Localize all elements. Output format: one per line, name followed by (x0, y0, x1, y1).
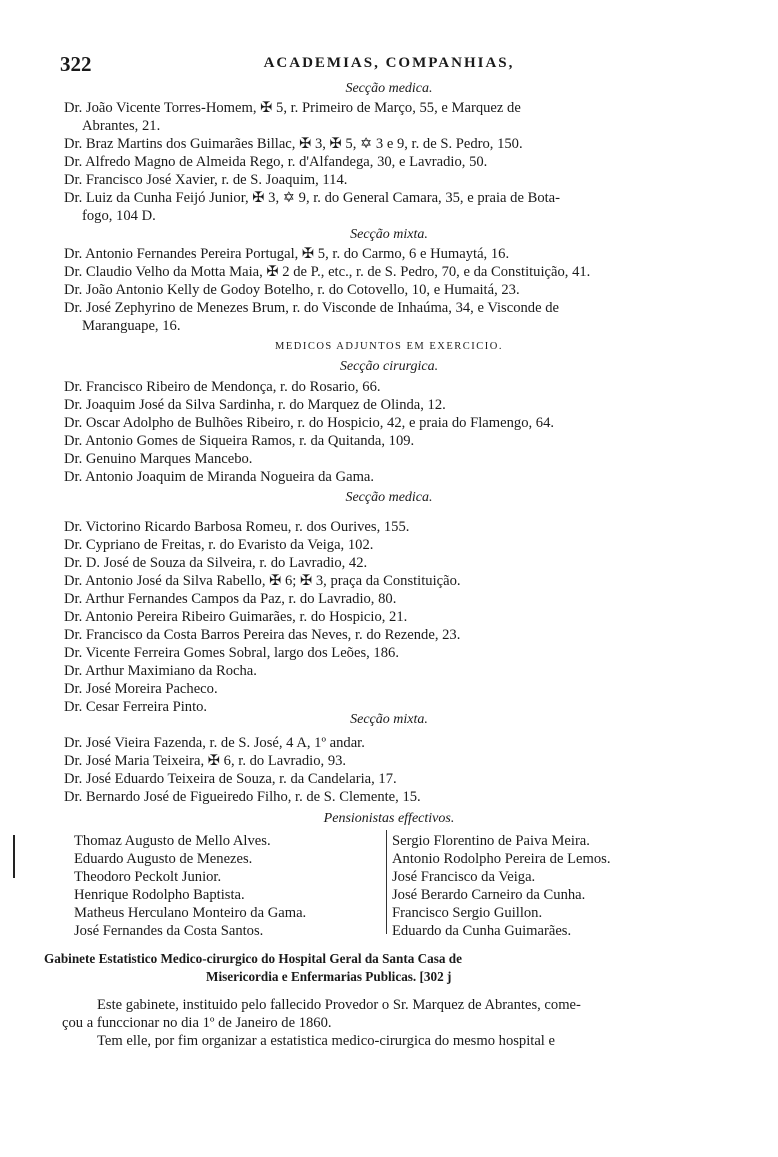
margin-mark (13, 835, 15, 878)
paragraph-line: Tem elle, por fim organizar a estatistica medico-cirurgica do mesmo hospital e (97, 1033, 555, 1049)
entry-line: Dr. José Maria Teixeira, ✠ 6, r. do Lavradio, 93. (64, 753, 347, 769)
entry-line: Dr. João Vicente Torres-Homem, ✠ 5, r. Primeiro de Março, 55, e Marquez de (64, 100, 521, 116)
entry-line: Dr. Antonio José da Silva Rabello, ✠ 6; ✠ 3, praça da Constituição. (64, 573, 461, 589)
entry-line: Dr. Cesar Ferreira Pinto. (64, 699, 208, 715)
section-heading: Secção mixta. (350, 712, 428, 727)
entry-line: Dr. Claudio Velho da Motta Maia, ✠ 2 de P., etc., r. de S. Pedro, 70, e da Constituição, 41. (64, 264, 591, 280)
paragraph-line: çou a funccionar no dia 1º de Janeiro de 1860. (62, 1015, 332, 1031)
entry-line: Abrantes, 21. (82, 118, 161, 134)
entry-line: Dr. Genuino Marques Mancebo. (64, 451, 253, 467)
pensionista-right: José Berardo Carneiro da Cunha. (392, 887, 586, 903)
section-heading: Secção cirurgica. (339, 359, 439, 374)
pensionista-left: Thomaz Augusto de Mello Alves. (74, 833, 271, 849)
entry-line: Dr. Luiz da Cunha Feijó Junior, ✠ 3, ✡ 9, r. do General Camara, 35, e praia de Bota- (64, 190, 561, 206)
entry-line: Dr. Arthur Fernandes Campos da Paz, r. do Lavradio, 80. (64, 591, 397, 607)
pensionista-right: Eduardo da Cunha Guimarães. (392, 923, 572, 939)
section-heading: Secção mixta. (350, 227, 428, 242)
pensionista-right: José Francisco da Veiga. (392, 869, 536, 885)
entry-line: Dr. Alfredo Magno de Almeida Rego, r. d'Alfandega, 30, e Lavradio, 50. (64, 154, 488, 170)
pensionista-right: Francisco Sergio Guillon. (392, 905, 543, 921)
entry-line: Dr. Bernardo José de Figueiredo Filho, r. de S. Clemente, 15. (64, 789, 421, 805)
section-heading: Secção medica. (345, 490, 433, 505)
entry-line: Dr. João Antonio Kelly de Godoy Botelho, r. do Cotovello, 10, e Humaitá, 23. (64, 282, 520, 298)
running-title: ACADEMIAS, COMPANHIAS, (263, 55, 515, 71)
subsection-heading: MEDICOS ADJUNTOS EM EXERCICIO. (275, 341, 503, 352)
paragraph-line: Este gabinete, instituido pelo fallecido Provedor o Sr. Marquez de Abrantes, come- (97, 997, 581, 1013)
entry-line: Dr. Victorino Ricardo Barbosa Romeu, r. dos Ourives, 155. (64, 519, 410, 535)
entry-line: Dr. D. José de Souza da Silveira, r. do Lavradio, 42. (64, 555, 368, 571)
entry-line: fogo, 104 D. (82, 208, 156, 224)
column-divider (386, 830, 387, 934)
entry-line: Maranguape, 16. (82, 318, 181, 334)
entry-line: Dr. José Zephyrino de Menezes Brum, r. do Visconde de Inhaúma, 34, e Visconde de (64, 300, 559, 316)
entry-line: Dr. Antonio Pereira Ribeiro Guimarães, r. do Hospicio, 21. (64, 609, 408, 625)
entry-line: Dr. José Eduardo Teixeira de Souza, r. da Candelaria, 17. (64, 771, 397, 787)
entry-line: Dr. Antonio Joaquim de Miranda Nogueira da Gama. (64, 469, 375, 485)
pensionista-left: Theodoro Peckolt Junior. (74, 869, 222, 885)
entry-line: Dr. Vicente Ferreira Gomes Sobral, largo dos Leões, 186. (64, 645, 399, 661)
pensionista-right: Sergio Florentino de Paiva Meira. (392, 833, 590, 849)
pensionista-left: Matheus Herculano Monteiro da Gama. (74, 905, 307, 921)
entry-line: Dr. Francisco da Costa Barros Pereira das Neves, r. do Rezende, 23. (64, 627, 461, 643)
entry-line: Dr. Oscar Adolpho de Bulhões Ribeiro, r. do Hospicio, 42, e praia do Flamengo, 64. (64, 415, 555, 431)
entry-line: Dr. Braz Martins dos Guimarães Billac, ✠ 3, ✠ 5, ✡ 3 e 9, r. de S. Pedro, 150. (64, 136, 523, 152)
entry-line: Dr. Francisco José Xavier, r. de S. Joaquim, 114. (64, 172, 348, 188)
entry-line: Dr. Francisco Ribeiro de Mendonça, r. do Rosario, 66. (64, 379, 381, 395)
page-number: 322 (60, 52, 92, 76)
entry-line: Dr. José Vieira Fazenda, r. de S. José, 4 A, 1º andar. (64, 735, 365, 751)
entry-line: Dr. Arthur Maximiano da Rocha. (64, 663, 257, 679)
section-heading: Pensionistas effectivos. (323, 811, 455, 826)
entry-line: Dr. Cypriano de Freitas, r. do Evaristo da Veiga, 102. (64, 537, 374, 553)
page-header (0, 52, 778, 80)
entry-line: Dr. Joaquim José da Silva Sardinha, r. do Marquez de Olinda, 12. (64, 397, 446, 413)
gabinete-heading: Gabinete Estatistico Medico-cirurgico do Hospital Geral da Santa Casa de (44, 951, 462, 966)
entry-line: Dr. José Moreira Pacheco. (64, 681, 218, 697)
pensionista-right: Antonio Rodolpho Pereira de Lemos. (392, 851, 611, 867)
pensionista-left: José Fernandes da Costa Santos. (74, 923, 264, 939)
pensionista-left: Eduardo Augusto de Menezes. (74, 851, 253, 867)
section-heading: Secção medica. (345, 81, 433, 96)
entry-line: Dr. Antonio Gomes de Siqueira Ramos, r. da Quitanda, 109. (64, 433, 415, 449)
gabinete-heading: Misericordia e Enfermarias Publicas. [302 j (206, 969, 452, 984)
entry-line: Dr. Antonio Fernandes Pereira Portugal, ✠ 5, r. do Carmo, 6 e Humaytá, 16. (64, 246, 510, 262)
pensionista-left: Henrique Rodolpho Baptista. (74, 887, 245, 903)
